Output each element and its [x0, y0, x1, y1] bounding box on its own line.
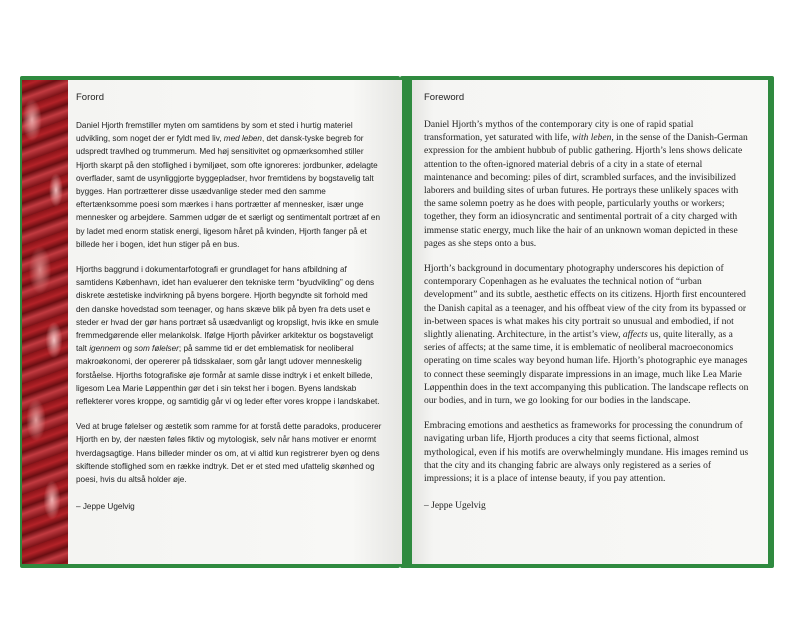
signature-danish: – Jeppe Ugelvig — [76, 502, 135, 512]
paragraph-1-english: Daniel Hjorth’s mythos of the contemporary city is one of rapid spatial transformation, yet saturated with life, with leben, in the sense of the Danish-German expression for the ambient hubbub of public gathering. Hjorth’s lens shows delicate attention to the often-ignored material debris of a city in a state of eternal maintenance and becoming: piles of dirt, scrambled surfaces, and the invisibilized laborers and building sites of urban futures. He portrays these unlikely spaces with the same solemn poetry as he does with people, particularly youths or workers; together, they form an idiosyncratic and sentimental portrait of a city charged with immense static energy, much like the hair of an unknown woman depicted in these pages as she steps onto a bus. — [424, 120, 748, 249]
left-page — [68, 80, 402, 564]
paragraph-2-english: Hjorth’s background in documentary photography underscores his depiction of contemporary Copenhagen as he evaluates the technical notion of “urban development” and its subtle, aesthetic effects on its citizens. Hjorth first encountered the Danish capital as a teenager, and his offbeat view of the city from its bypassed or in-between spaces is what makes his city portrait so unusual and embodied, if not slightly alienating. Architecture, in the artist’s view, affects us, quite literally, as a series of affects; at the same time, it is emblematic of neoliberal macroeconomics operating on time scales way beyond human life. Hjorth’s photographic eye manages to connect these seemingly disparate impressions in an image, much like Lea Marie Løppenthin does in the text accompanying this publication. The landscape reflects on our bodies, and in turn, we go looking for our bodies in the landscape. — [424, 264, 749, 407]
italic-phrase: med leben — [223, 134, 262, 144]
paragraph-2-danish: Hjorths baggrund i dokumentarfotografi er grundlaget for hans afbildning af samtidens København, idet han evaluerer den tekniske term “byudvikling” og dens diskrete æstetiske indvirkning på byens borgere. Hjorth begyndte sit forhold med den danske hovedstad som teenager, og hans skæve blik på byen fra dets uset e steder er hvad der gør hans portræt så usædvanligt og kropsligt, hvis ikke en smule fremmedgørende eller melankolsk. Ifølge Hjorth påvirker arkitektur os bogstaveligt talt igennem og som følelser; på samme tid er det emblematisk for neoliberal makroøkonomi, der opererer på tidsskalaer, som går langt udover menneskelig forståelse. Hjorths fotografiske øje formår at samle disse indtryk i et enkelt billede, ligesom Lea Marie Løppenthin gør det i sin tekst her i bogen. Byens landskab reflekterer vores kroppe, og samtidig går vi og leder efter vores kroppe i landskabet. — [76, 265, 380, 407]
italic-phrase: igennem — [89, 344, 121, 354]
italic-phrase: affects — [622, 330, 648, 341]
italic-phrase: with leben, — [572, 133, 614, 144]
italic-phrase: som følelser — [134, 344, 179, 354]
paragraph-3-danish: Ved at bruge følelser og æstetik som ramme for at forstå dette paradoks, producerer Hjorth en by, der næsten føles fiktiv og mytologisk, selv når hans motiver er enormt hverdagsagtige. Hans billeder minder os om, at vi altid kun registrerer byen og dens skiftende stoflighed som en række indtryk. Det er et sted med ufattelig skønhed og poesi, hvis du altså holder øje. — [76, 422, 382, 485]
paragraph-3-english: Embracing emotions and aesthetics as frameworks for processing the conundrum of navigating urban life, Hjorth produces a city that seems fictional, almost mythological, even if his motifs are overwhelmingly mundane. His images remind us that the city and its changing fabric are always only registered as a series of impressions; it is a place of intense beauty, if you pay attention. — [424, 421, 749, 485]
right-page — [412, 80, 768, 564]
signature-english: – Jeppe Ugelvig — [424, 501, 486, 512]
page-heading-english: Foreword — [424, 92, 465, 103]
page-heading-danish: Forord — [76, 92, 104, 103]
paragraph-1-danish: Daniel Hjorth fremstiller myten om samtidens by som et sted i hurtig materiel udvikling, som noget der er fyldt med liv, med leben, det dansk-tyske begreb for udspredt travlhed og trummerum. Med høj sensitivitet og opmærksomhed stiller Hjorth skarpt på den stoflighed i bymiljøet, som ofte ignoreres: jordbunker, ødelagte overflader, samt de usynliggjorte byggepladser, hvor fremtidens by bogstavelig talt bygges. Han portrætterer disse usædvanlige steder med den samme eftertænksomme poesi som mærkes i hans portrætter af mennesker, især unge mennesker og arbejdere. Sammen udgør de et særligt og sentimentalt portræt af en by ladet med enorm statisk energi, ligesom håret på kvinden, Hjorth fanger på et billede her i bogen, idet hun stiger på en bus. — [76, 121, 381, 249]
marbled-endpaper — [22, 80, 68, 564]
